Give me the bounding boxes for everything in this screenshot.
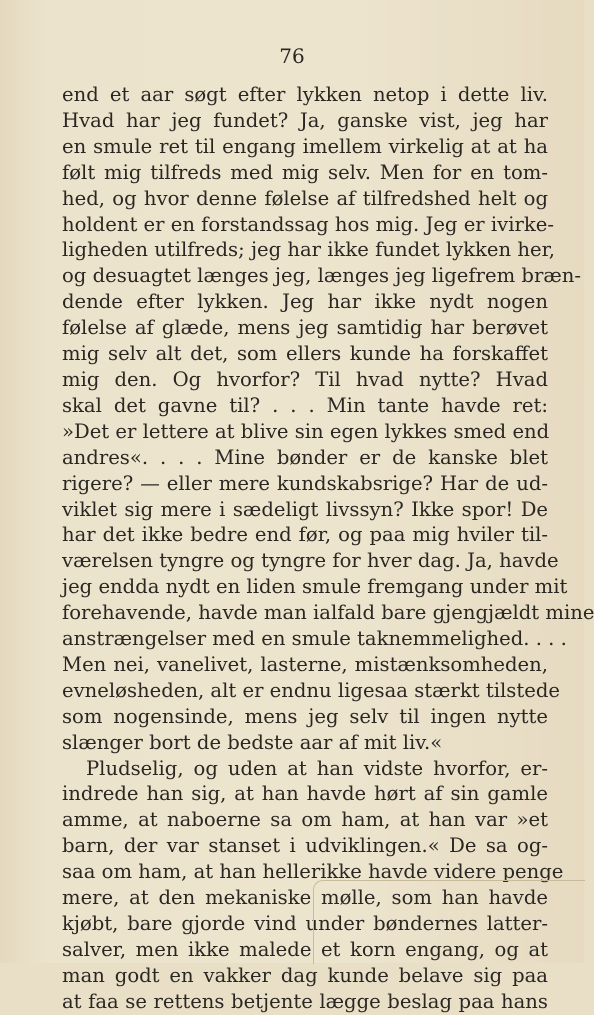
text-line: følelse af glæde, mens jeg samtidig har berøvet [62, 316, 548, 340]
text-line: mere, at den mekaniske mølle, som han havde [62, 886, 548, 910]
page-corner-mark [313, 880, 585, 964]
text-line: man godt en vakker dag kunde belave sig paa [62, 963, 548, 987]
text-line: forehavende, havde man ialfald bare gjengjældt mine [62, 601, 594, 625]
text-line: Hvad har jeg fundet? Ja, ganske vist, jeg har [62, 108, 548, 132]
text-line: »Det er lettere at blive sin egen lykkes smed end [62, 419, 550, 443]
text-line: salver, men ikke malede et korn engang, og at [62, 937, 548, 961]
text-line: andres«. . . . Mine bønder er de kanske blet [62, 445, 548, 469]
text-line: barn, der var stanset i udviklingen.« De sa og- [62, 834, 548, 858]
text-line: end et aar søgt efter lykken netop i dette liv. [62, 83, 548, 106]
paragraph-1 [62, 82, 594, 756]
text-line: saa om ham, at han hellerikke havde videre penge [62, 860, 564, 884]
text-line: en smule ret til engang imellem virkelig at at ha [62, 134, 548, 158]
text-line: kjøbt, bare gjorde vind under bøndernes latter- [62, 912, 548, 935]
text-line: holdent er en forstandssag hos mig. Jeg er ivirke- [62, 212, 554, 236]
text-line: hed, og hvor denne følelse af tilfredshed helt og [62, 186, 548, 210]
body-text [62, 82, 594, 1015]
page-number: 76 [279, 44, 305, 68]
text-line: har det ikke bedre end før, og paa mig hviler til- [62, 523, 548, 547]
text-line: Men nei, vanelivet, lasterne, mistænksomheden, [62, 652, 548, 676]
text-line: at faa se rettens betjente lægge beslag paa hans [62, 989, 548, 1013]
text-line: rigere? — eller mere kundskabsrige? Har de ud- [62, 471, 548, 495]
text-line: jeg endda nydt en liden smule fremgang under mit [62, 575, 568, 599]
text-line: anstrængelser med en smule taknemmelighed. . . . [62, 627, 567, 651]
text-line: værelsen tyngre og tyngre for hver dag. Ja, havde [62, 549, 559, 573]
text-line: amme, at naboerne sa om ham, at han var »et [62, 808, 548, 832]
text-line: evneløsheden, alt er endnu ligesaa stærkt tilstede [62, 678, 560, 702]
text-line: slænger bort de bedste aar af mit liv.« [62, 730, 443, 754]
text-line: skal det gavne til? . . . Min tante havde ret: [62, 393, 548, 417]
text-line: som nogensinde, mens jeg selv til ingen nytte [62, 704, 548, 728]
text-line: og desuagtet længes jeg, længes jeg ligefrem bræn- [62, 264, 581, 288]
text-line: Pludselig, og uden at han vidste hvorfor, er- [86, 756, 548, 780]
text-line: indrede han sig, at han havde hørt af sin gamle [62, 782, 548, 806]
text-line: viklet sig mere i sædeligt livssyn? Ikke spor! De [62, 497, 548, 521]
text-line: dende efter lykken. Jeg har ikke nydt nogen [62, 290, 548, 314]
text-line: mig selv alt det, som ellers kunde ha forskaffet [62, 342, 548, 366]
text-line: mig den. Og hvorfor? Til hvad nytte? Hvad [62, 367, 548, 391]
text-line: ligheden utilfreds; jeg har ikke fundet lykken her, [62, 238, 556, 262]
text-line: følt mig tilfreds med mig selv. Men for en tom- [62, 160, 548, 184]
